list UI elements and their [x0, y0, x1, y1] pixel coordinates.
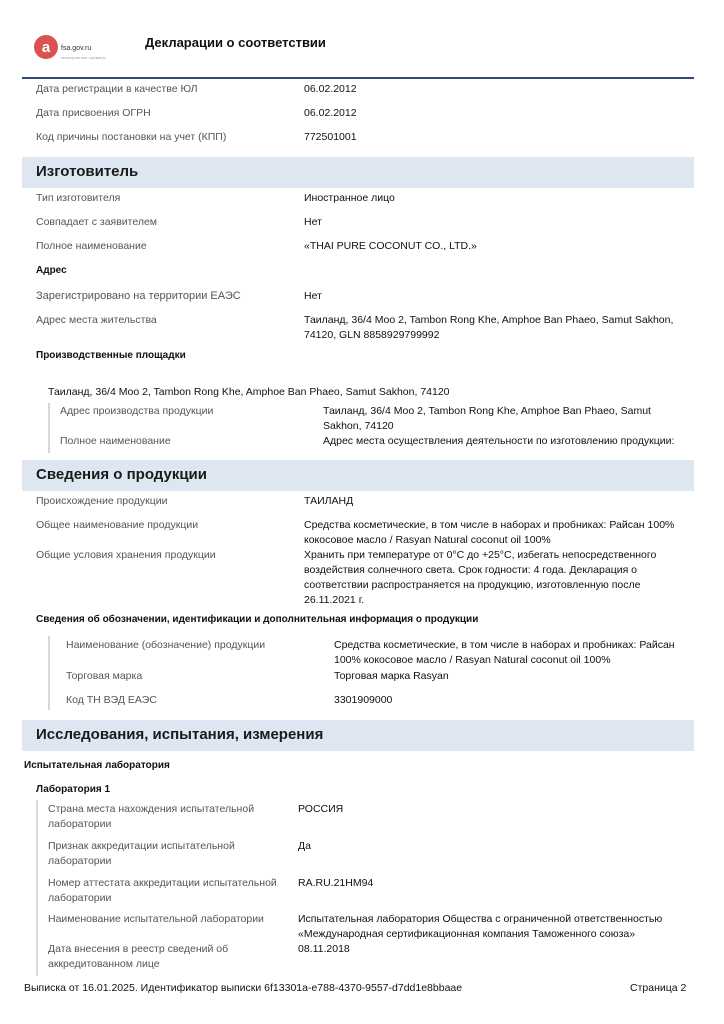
field-value: Торговая марка Rasyan [334, 670, 449, 682]
field-value: 26.11.2021 г. [304, 594, 365, 606]
field-value: 06.02.2012 [304, 83, 357, 95]
field-label: Дата регистрации в качестве ЮЛ [36, 83, 198, 95]
production-site-title: Таиланд, 36/4 Moo 2, Tambon Rong Khe, Amphoe Ban Phaeo, Samut Sakhon, 74120 [48, 386, 450, 398]
page-number: Страница 2 [630, 982, 687, 994]
subheading-test-laboratory: Испытательная лаборатория [24, 760, 170, 771]
field-value: 06.02.2012 [304, 107, 357, 119]
field-label: Зарегистрировано на территории ЕАЭС [36, 290, 241, 302]
field-value: 74120, GLN 8858929799992 [304, 329, 440, 341]
subheading-laboratory-1: Лаборатория 1 [36, 784, 111, 795]
field-value: Нет [304, 290, 322, 302]
field-value: кокосовое масло / Rasyan Natural coconut oil 100% [304, 534, 551, 546]
field-value: Адрес места осуществления деятельности по изготовлению продукции: [323, 435, 675, 447]
field-value: соответствии распространяется на продукцию, изготовленную после [304, 579, 641, 591]
field-label: Полное наименование [60, 435, 171, 447]
field-label: Тип изготовителя [36, 192, 121, 204]
field-label: лаборатории [48, 855, 112, 867]
field-value: Sakhon, 74120 [323, 420, 394, 432]
field-value: Средства косметические, в том числе в наборах и пробниках: Райсан 100% [304, 519, 675, 531]
field-value: Иностранное лицо [304, 192, 395, 204]
field-label: Торговая марка [66, 670, 143, 682]
field-label: Происхождение продукции [36, 495, 168, 507]
field-label: Общее наименование продукции [36, 519, 199, 531]
section-header-research [22, 720, 694, 751]
field-label: лаборатории [48, 892, 112, 904]
field-value: 08.11.2018 [298, 943, 350, 955]
section-header-manufacturer [22, 157, 694, 188]
section-header-product [22, 460, 694, 491]
field-value: РОССИЯ [298, 803, 344, 815]
field-label: Наименование (обозначение) продукции [66, 639, 266, 651]
field-label: Адрес места жительства [36, 314, 157, 326]
field-value: Хранить при температуре от 0°С до +25°С, избегать непосредственного [304, 549, 657, 561]
subheading-identification: Сведения об обозначении, идентификации и дополнительная информация о продукции [36, 614, 479, 625]
fsa-logo-icon [33, 34, 59, 60]
logo-text: fsa.gov.ru [61, 45, 92, 52]
field-label: Общие условия хранения продукции [36, 549, 216, 561]
field-label: лаборатории [48, 818, 112, 830]
field-label: Наименование испытательной лаборатории [48, 913, 264, 925]
footer-extract-id: Выписка от 16.01.2025. Идентификатор выписки 6f13301a-e788-4370-9557-d7dd1e8bbaae [24, 982, 463, 994]
field-value: Да [298, 840, 311, 852]
field-value: Таиланд, 36/4 Moo 2, Tambon Rong Khe, Amphoe Ban Phaeo, Samut Sakhon, [304, 314, 674, 326]
field-label: Код ТН ВЭД ЕАЭС [66, 694, 157, 706]
field-value: Нет [304, 216, 322, 228]
field-value: воздействия солнечного света. Срок годности: 4 года. Декларация о [304, 564, 638, 576]
field-label: Номер аттестата аккредитации испытательной [48, 877, 277, 889]
field-label: Адрес производства продукции [60, 405, 214, 417]
field-value: «Международная сертификационная компания Таможенного союза» [298, 928, 636, 940]
field-label: Дата внесения в реестр сведений об [48, 943, 229, 955]
field-label: Полное наименование [36, 240, 147, 252]
field-value: «THAI PURE COCONUT CO., LTD.» [304, 240, 477, 252]
field-label: Код причины постановки на учет (КПП) [36, 131, 227, 143]
field-value: ТАИЛАНД [304, 495, 354, 507]
document-title: Декларации о соответствии [145, 35, 326, 50]
logo-subtitle: электронные сервисы [61, 55, 106, 60]
field-label: Дата присвоения ОГРН [36, 107, 151, 119]
field-value: Испытательная лаборатория Общества с ограниченной ответственностью [298, 913, 663, 925]
indent-line [48, 403, 50, 453]
section-title: Исследования, испытания, измерения [36, 726, 324, 743]
section-title: Изготовитель [36, 163, 139, 180]
field-label: Признак аккредитации испытательной [48, 840, 235, 852]
section-title: Сведения о продукции [36, 466, 207, 483]
indent-line [48, 636, 50, 710]
indent-line [36, 800, 38, 976]
field-value: Таиланд, 36/4 Moo 2, Tambon Rong Khe, Amphoe Ban Phaeo, Samut [323, 405, 651, 417]
field-value: 100% кокосовое масло / Rasyan Natural coconut oil 100% [334, 654, 611, 666]
field-value: 772501001 [304, 131, 357, 143]
field-label: аккредитованном лице [48, 958, 160, 970]
field-value: 3301909000 [334, 694, 393, 706]
field-value: Средства косметические, в том числе в наборах и пробниках: Райсан [334, 639, 675, 651]
field-label: Совпадает с заявителем [36, 216, 158, 228]
svg-text:a: a [41, 39, 51, 56]
field-label: Страна места нахождения испытательной [48, 803, 255, 815]
field-value: RA.RU.21HM94 [298, 877, 374, 889]
subheading-production-sites: Производственные площадки [36, 350, 186, 361]
header-divider [22, 77, 694, 79]
subheading-address: Адрес [36, 265, 67, 276]
